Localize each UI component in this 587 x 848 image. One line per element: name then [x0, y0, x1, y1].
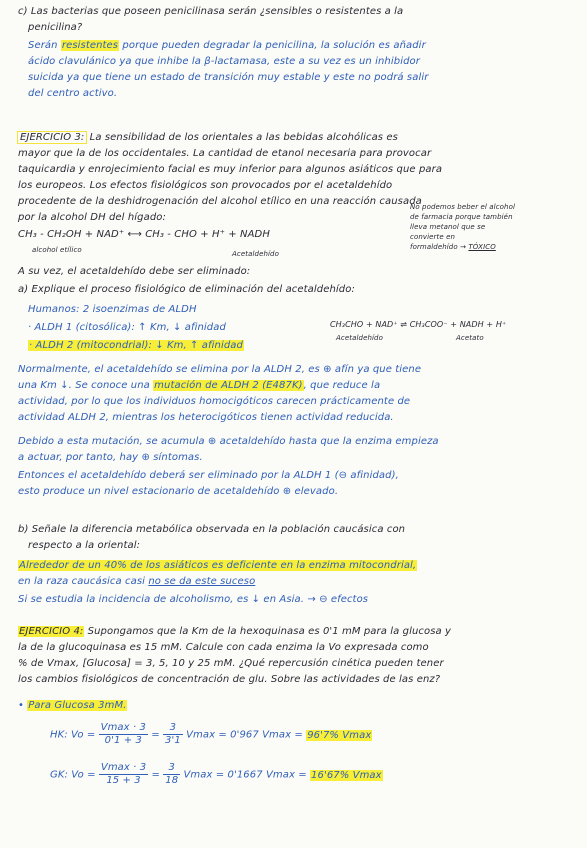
- hk-fraction-2: [163, 722, 183, 747]
- answer-c-line: suicida ya que tiene un estado de transición muy estable y este no podrá salir: [28, 72, 429, 83]
- exercise-3-line: [18, 132, 398, 144]
- hk-numerator: Vmax · 3: [100, 722, 146, 733]
- answer-text: porque pueden degradar la penicilina, la solución es añadir: [122, 40, 426, 51]
- hk-denominator: 0'1 + 3: [104, 735, 142, 746]
- answer-c-line: del centro activo.: [28, 88, 118, 99]
- exercise-3-line: mayor que la de los occidentales. La cantidad de etanol necesaria para provocar: [18, 148, 432, 159]
- side-note: No podemos beber el alcohol: [410, 203, 516, 211]
- answer-a-line: a actuar, por tanto, hay ⊕ síntomas.: [18, 452, 203, 463]
- gk-label: GK: Vo =: [50, 769, 96, 781]
- hk-calculation: [50, 722, 372, 747]
- hk-label: HK: Vo =: [50, 729, 96, 741]
- reaction-2-label: Acetaldehído: [336, 334, 383, 342]
- answer-b-line: [18, 560, 417, 572]
- question-a: a) Explique el proceso fisiológico de eliminación del acetaldehído:: [18, 284, 355, 295]
- gk-result: Vmax = 0'1667 Vmax =: [183, 769, 307, 781]
- gk-calculation: [50, 762, 383, 787]
- hk-numerator-2: 3: [163, 722, 183, 735]
- hk-result-highlight: 96'7% Vmax: [307, 729, 372, 741]
- aldh2-highlight: · ALDH 2 (mitocondrial): ↓ Km, ↑ afinidad: [29, 340, 243, 351]
- answer-a-line: actividad, por lo que los individuos homocigóticos carecen prácticamente de: [18, 396, 411, 407]
- answer-a-line: Entonces el acetaldehído deberá ser eliminado por la ALDH 1 (⊖ afinidad),: [18, 470, 399, 481]
- exercise-4-line: la de la glucoquinasa es 15 mM. Calcule con cada enzima la Vo expresada como: [18, 642, 429, 653]
- answer-c-line: [28, 40, 426, 52]
- answer-text: , que reduce la: [303, 380, 381, 391]
- isoenzymes-title: Humanos: 2 isoenzimas de ALDH: [28, 304, 197, 315]
- aldh1-line: · ALDH 1 (citosólica): ↑ Km, ↓ afinidad: [28, 322, 226, 333]
- side-note: formaldehído → TÓXICO: [410, 243, 496, 251]
- exercise-3-label: EJERCICIO 3:: [20, 132, 85, 143]
- gk-numerator-2: 3: [163, 762, 180, 775]
- mutation-highlight: mutación de ALDH 2 (E487K): [154, 380, 303, 391]
- gk-fraction-2: [163, 762, 180, 787]
- gk-result-highlight: 16'67% Vmax: [311, 769, 382, 781]
- answer-a-line: esto produce un nivel estacionario de acetaldehído ⊕ elevado.: [18, 486, 339, 497]
- answer-c-line: ácido clavulánico ya que inhibe la β-lactamasa, este a su vez es un inhibidor: [28, 56, 420, 67]
- exercise-4-line: % de Vmax, [Glucosa] = 3, 5, 10 y 25 mM. ¿Qué repercusión cinética pueden tener: [18, 658, 444, 669]
- side-note: de farmacia porque también: [410, 213, 513, 221]
- hk-fraction: [99, 722, 148, 747]
- q-c-2: penicilina?: [28, 22, 83, 33]
- answer-underline: no se da este suceso: [148, 576, 256, 587]
- answer-text: una Km ↓. Se conoce una: [18, 380, 150, 391]
- question-c-line: [28, 22, 82, 34]
- answer-a-line: Normalmente, el acetaldehído se elimina por la ALDH 2, es ⊕ afín ya que tiene: [18, 364, 422, 375]
- exercise-3-line: A su vez, el acetaldehído debe ser eliminado:: [18, 266, 251, 277]
- exercise-3-line: procedente de la deshidrogenación del alcohol etílico en una reacción causada: [18, 196, 422, 207]
- answer-text: en la raza caucásica casi: [18, 576, 146, 587]
- gk-denominator: 15 + 3: [106, 775, 141, 786]
- equals: =: [151, 769, 160, 781]
- question-b: b) Señale la diferencia metabólica observada en la población caucásica con: [18, 524, 406, 535]
- question-c-line: [18, 6, 403, 18]
- side-note: lleva metanol que se: [410, 223, 486, 231]
- aldh2-line: [28, 340, 244, 352]
- exercise-text: La sensibilidad de los orientales a las bebidas alcohólicas es: [89, 132, 398, 143]
- answer-a-line: actividad ALDH 2, mientras los heterocigóticos tienen actividad reducida.: [18, 412, 394, 423]
- gk-denominator-2: 18: [165, 775, 179, 786]
- exercise-4-line: [18, 626, 451, 638]
- question-b: respecto a la oriental:: [28, 540, 141, 551]
- answer-b-highlight: Alrededor de un 40% de los asiáticos es deficiente en la enzima mitocondrial,: [19, 560, 417, 571]
- reaction-1-label: alcohol etílico: [32, 246, 82, 254]
- hk-denominator-2: 3'1: [165, 735, 181, 746]
- gk-numerator: Vmax · 3: [100, 762, 147, 773]
- reaction-1-label: Acetaldehído: [232, 250, 279, 258]
- side-note: convierte en: [410, 233, 456, 241]
- reaction-2-label: Acetato: [456, 334, 484, 342]
- equals: =: [151, 729, 160, 741]
- exercise-3-line: los europeos. Los efectos fisiológicos son provocados por el acetaldehído: [18, 180, 393, 191]
- answer-a-line: [18, 380, 380, 392]
- hk-result: Vmax = 0'967 Vmax =: [186, 729, 303, 741]
- exercise-text: Supongamos que la Km de la hexoquinasa es 0'1 mM para la glucosa y: [87, 626, 452, 637]
- exercise-4-label: EJERCICIO 4:: [19, 626, 84, 637]
- answer-b-line: [18, 576, 255, 588]
- q-c-1: c) Las bacterias que poseen penicilinasa serán ¿sensibles o resistentes a la: [18, 6, 404, 17]
- reaction-2: CH₃CHO + NAD⁺ ⇌ CH₃COO⁻ + NADH + H⁺: [330, 320, 507, 329]
- answer-b-line: Si se estudia la incidencia de alcoholismo, es ↓ en Asia. → ⊖ efectos: [18, 594, 369, 605]
- side-note-text: formaldehído: [410, 243, 458, 251]
- exercise-3-line: taquicardia y enrojecimiento facial es muy inferior para algunos asiáticos que para: [18, 164, 443, 175]
- subheading-line: • Para Glucosa 3mM.: [18, 700, 127, 711]
- side-note-toxic: TÓXICO: [468, 243, 496, 251]
- exercise-3-line: por la alcohol DH del hígado:: [18, 212, 166, 223]
- highlight-resistentes: resistentes: [61, 40, 119, 51]
- exercise-4-line: los cambios fisiológicos de concentración de glu. Sobre las actividades de las enz?: [18, 674, 441, 685]
- answer-text: Serán: [28, 40, 58, 51]
- reaction-1: CH₃ - CH₂OH + NAD⁺ ⟷ CH₃ - CHO + H⁺ + NADH: [18, 229, 270, 240]
- gk-fraction: [99, 762, 148, 787]
- answer-a-line: Debido a esta mutación, se acumula ⊕ acetaldehído hasta que la enzima empieza: [18, 436, 439, 447]
- subheading-glucose-3mm: Para Glucosa 3mM.: [28, 700, 127, 711]
